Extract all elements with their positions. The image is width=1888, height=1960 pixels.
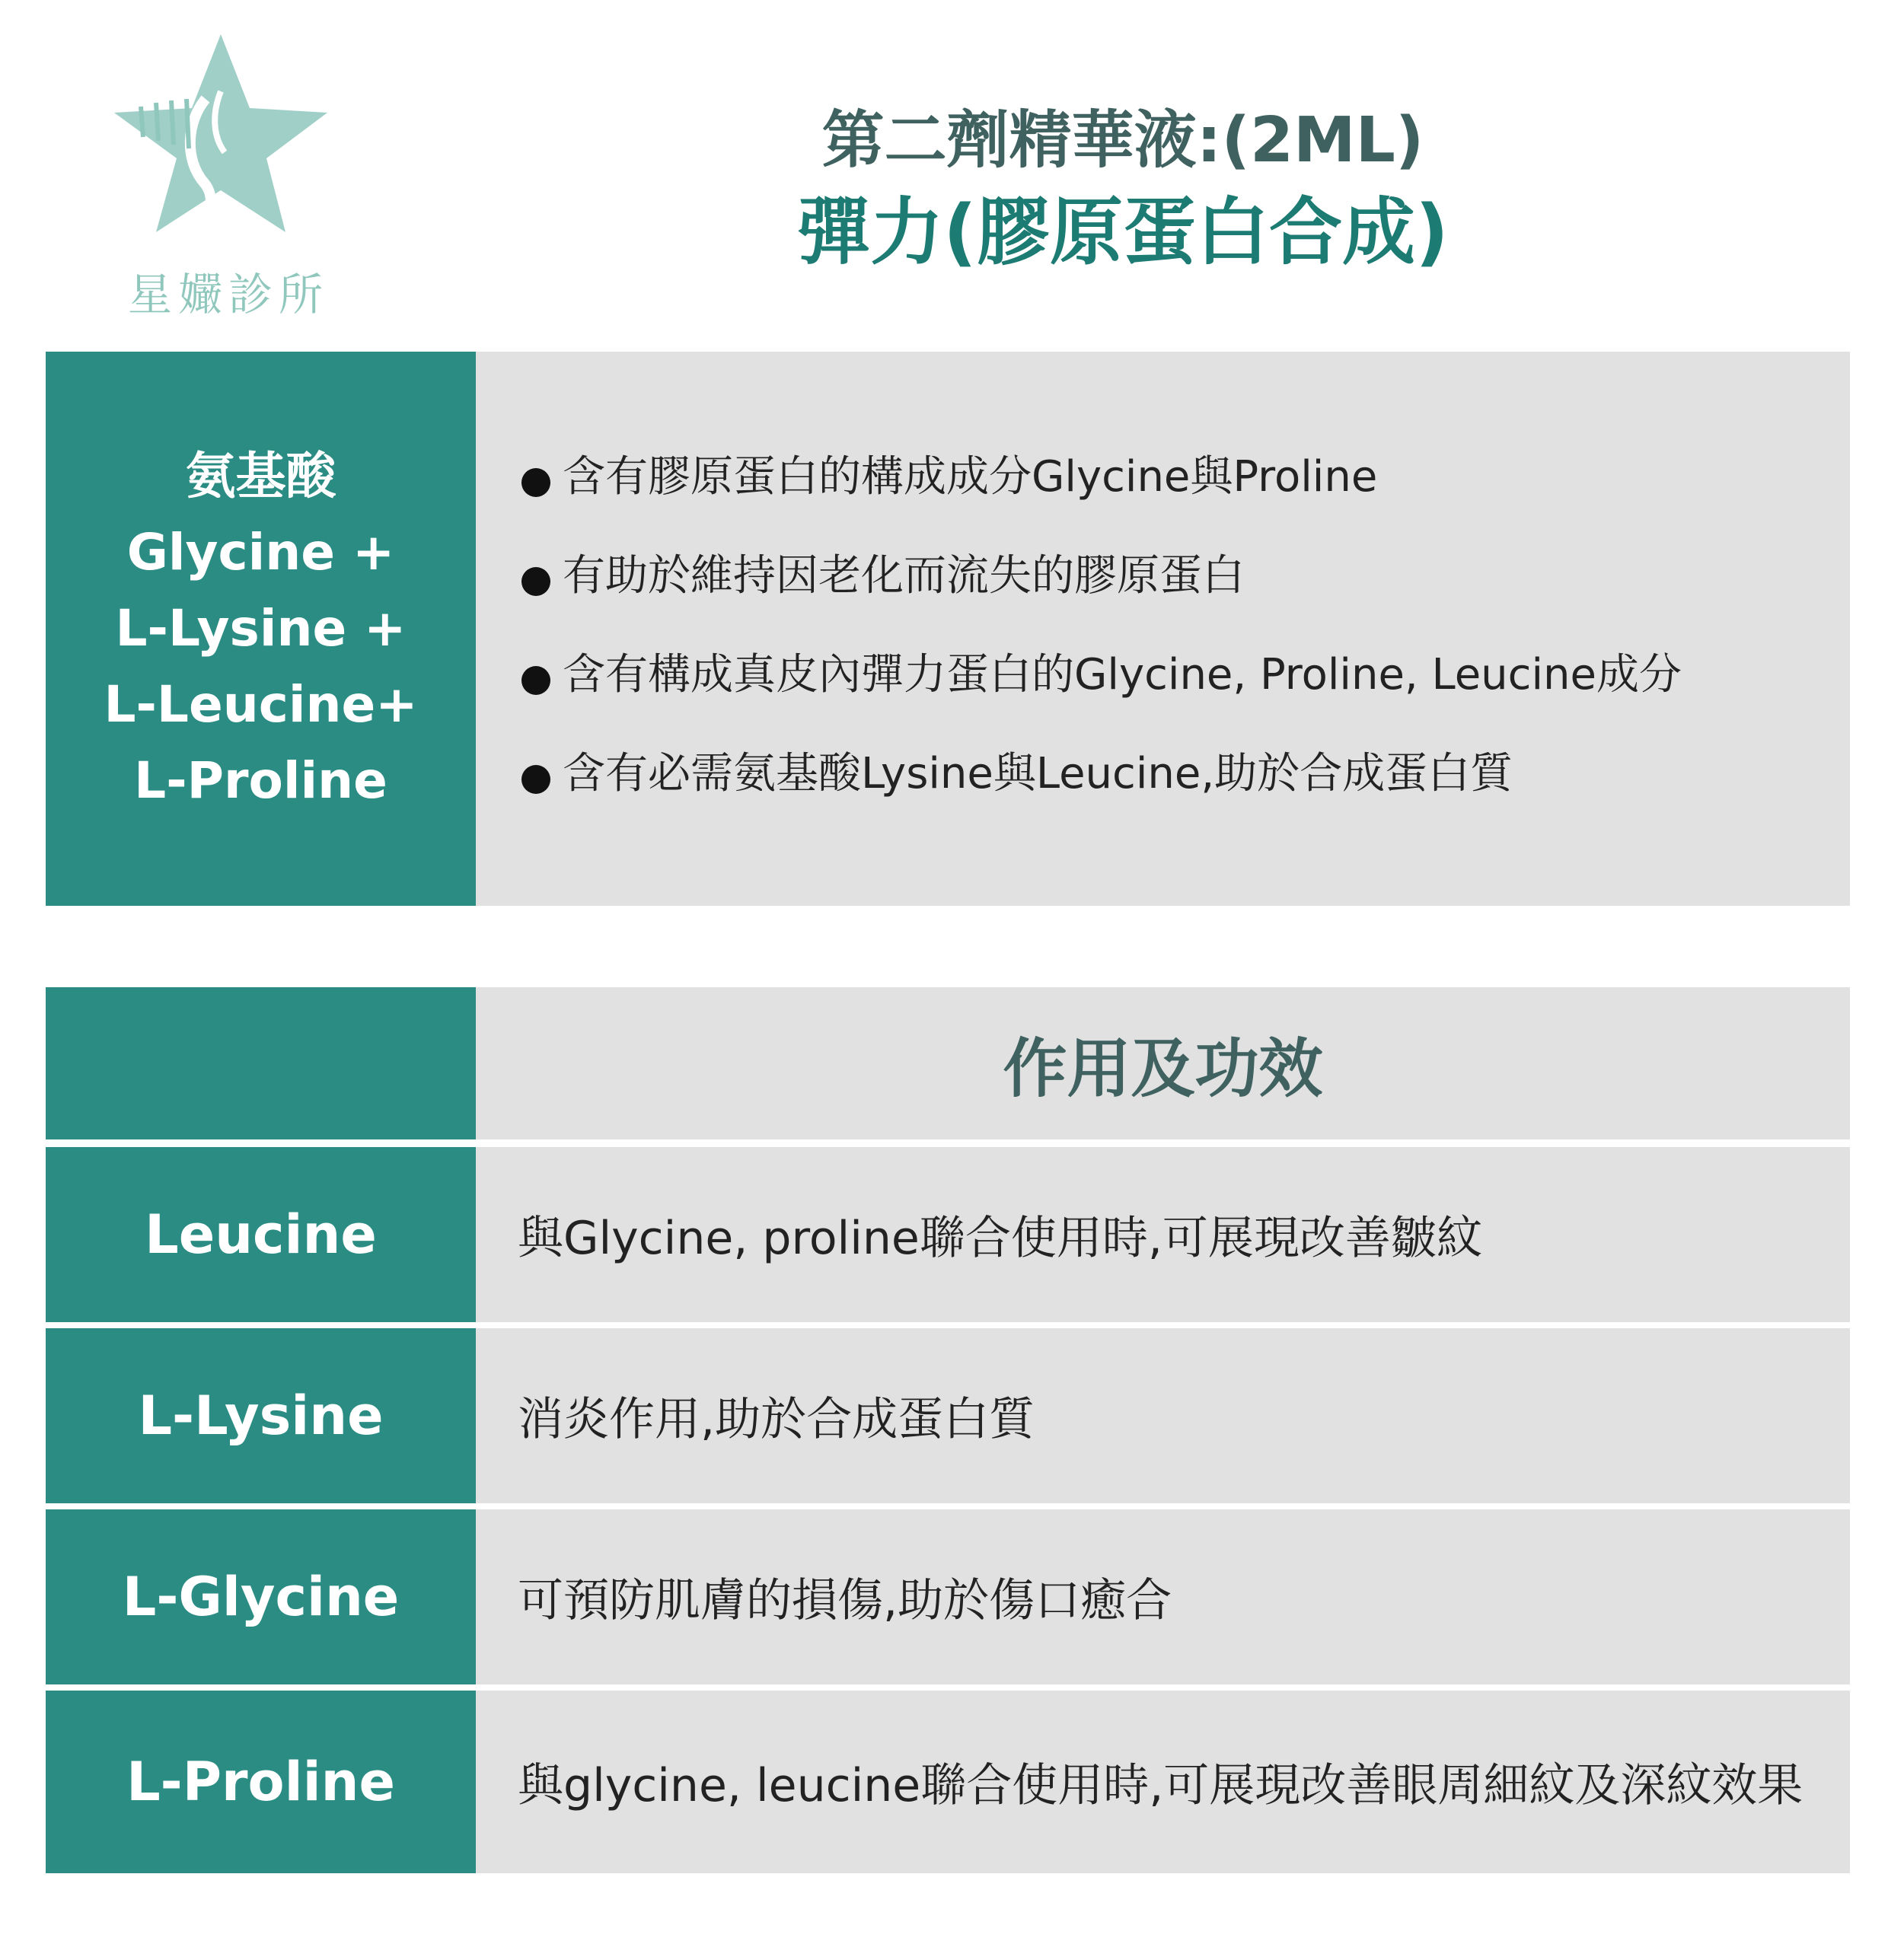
effects-header: 作用及功效 (1003, 1031, 1323, 1106)
bullet-icon (521, 468, 550, 497)
page-subtitle: 第二劑精華液:(2ML) (821, 104, 1424, 177)
benefit-text: 含有必需氨基酸Lysine與Leucine,助於合成蛋白質 (563, 749, 1513, 798)
benefit-list (514, 447, 1682, 843)
page-title: 彈力(膠原蛋白合成) (797, 190, 1449, 275)
table-row-desc: 消炎作用,助於合成蛋白質 (518, 1393, 1035, 1446)
bullet-icon (521, 765, 550, 794)
ingredient-line: 氨基酸 (185, 447, 336, 505)
bullet-icon (521, 666, 550, 695)
benefit-item (514, 645, 1682, 744)
clinic-logo (114, 30, 343, 320)
table-row-name: Leucine (46, 1147, 476, 1322)
table-row-name: L-Proline (46, 1691, 476, 1873)
table-row-desc-cell (476, 1328, 1850, 1503)
ingredient-line: L-Leucine+ (104, 675, 418, 734)
title-block (685, 99, 1561, 282)
ingredient-line: L-Proline (134, 751, 387, 810)
benefit-item (514, 447, 1682, 546)
bullet-icon (521, 567, 550, 596)
benefit-item (514, 744, 1682, 843)
ingredient-line: L-Lysine + (115, 599, 407, 658)
effects-header-blank-cell (46, 987, 476, 1139)
logo-text: 星孍診所 (127, 269, 329, 320)
table-row-desc: 與glycine, leucine聯合使用時,可展現改善眼周細紋及深紋效果 (518, 1759, 1803, 1812)
benefit-text: 有助於維持因老化而流失的膠原蛋白 (563, 551, 1245, 601)
table-row-desc-cell (476, 1509, 1850, 1684)
benefit-text: 含有膠原蛋白的構成成分Glycine與Proline (563, 452, 1378, 502)
table-row-name: L-Glycine (46, 1509, 476, 1684)
ingredient-list-cell (46, 352, 476, 906)
benefit-item (514, 546, 1682, 645)
table-row-desc-cell (476, 1691, 1850, 1873)
ingredient-line: Glycine + (126, 523, 395, 582)
benefit-text: 含有構成真皮內彈力蛋白的Glycine, Proline, Leucine成分 (563, 650, 1682, 700)
ingredient-benefits-cell (476, 352, 1850, 906)
table-row-desc-cell (476, 1147, 1850, 1322)
effects-header-cell (476, 987, 1850, 1139)
table-row-name: L-Lysine (46, 1328, 476, 1503)
table-row-desc: 可預防肌膚的損傷,助於傷口癒合 (518, 1574, 1172, 1627)
star-profile-icon (114, 30, 343, 259)
table-row-desc: 與Glycine, proline聯合使用時,可展現改善皺紋 (518, 1212, 1482, 1265)
